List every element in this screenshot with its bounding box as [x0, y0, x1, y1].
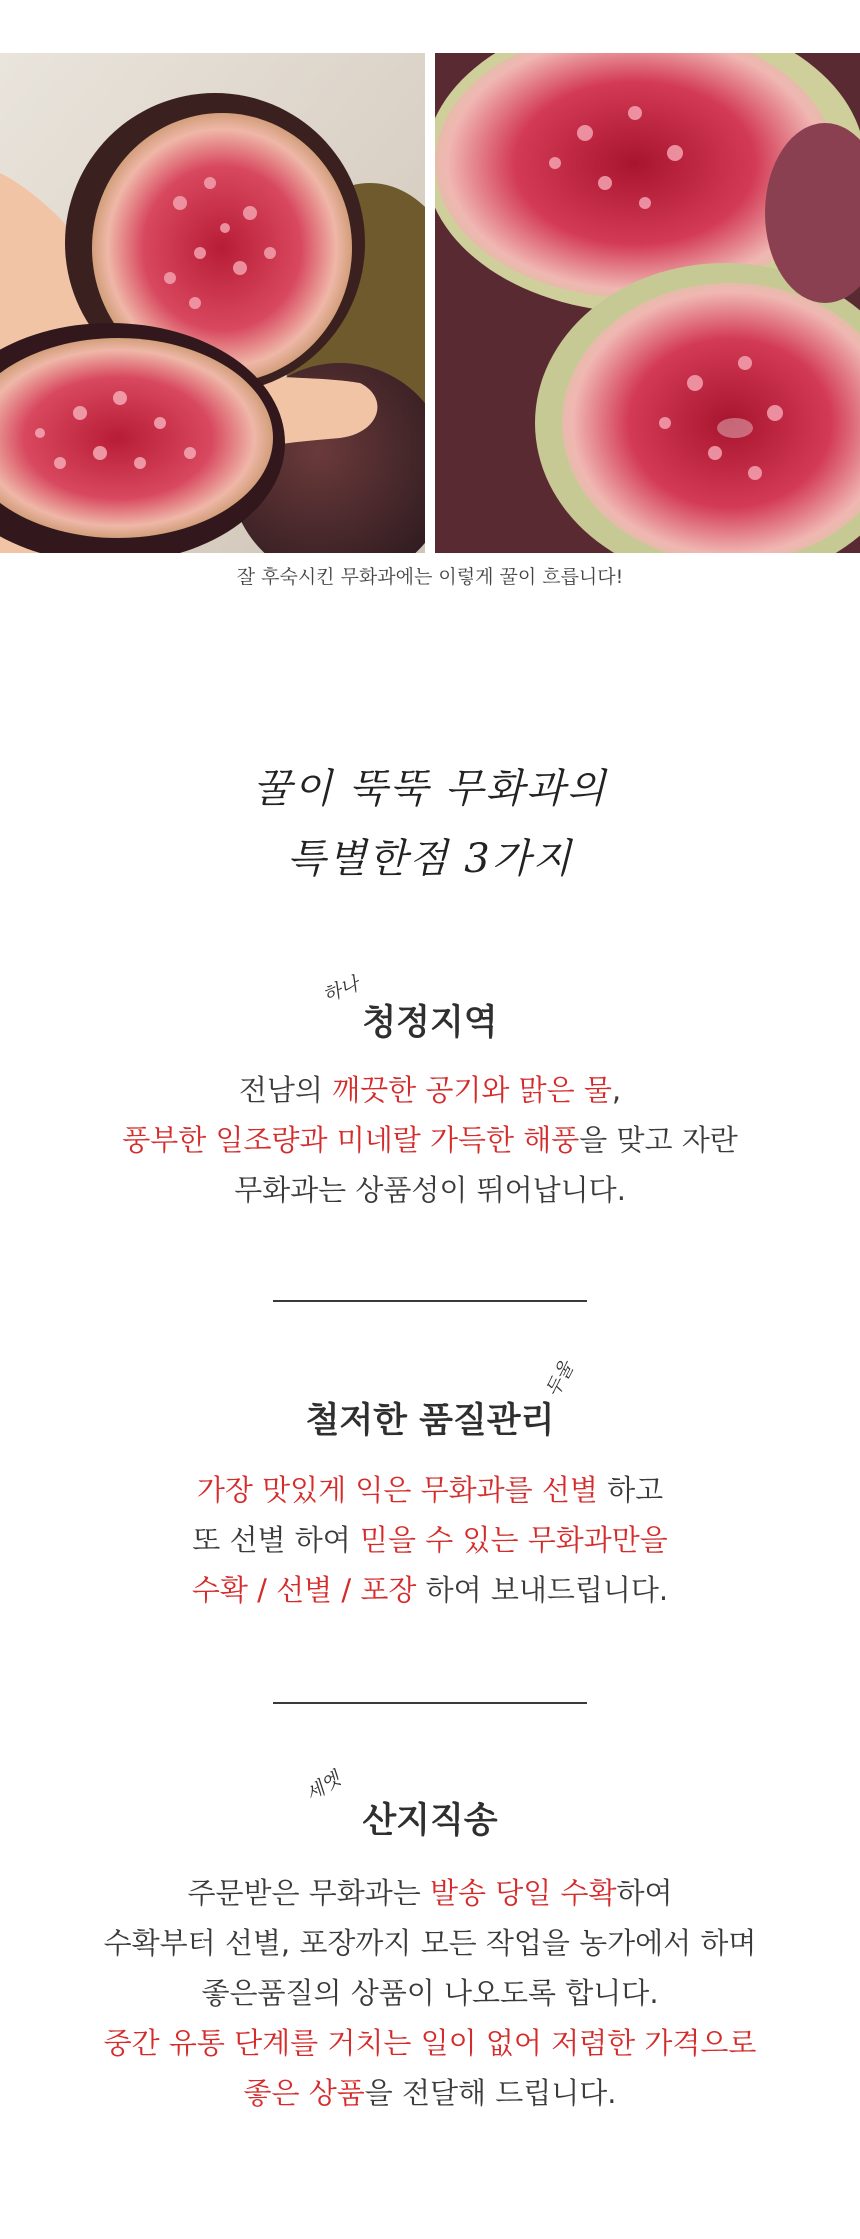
- body-text: 하고: [597, 1473, 664, 1507]
- highlight-text: 깨끗한 공기와 맑은 물: [332, 1073, 612, 1107]
- text-line: [0, 1115, 860, 1165]
- text-line: [0, 2018, 860, 2068]
- section-2-text: [0, 1465, 860, 1615]
- highlight-text: 수확 / 선별 / 포장: [191, 1573, 417, 1607]
- text-line: [0, 1868, 860, 1918]
- highlight-text: 좋은 상품: [243, 2076, 365, 2110]
- section-divider-2: [273, 1702, 587, 1704]
- section-3-tag: 세엣: [301, 1767, 345, 1806]
- body-text: 좋은품질의 상품이 나오도록 합니다.: [201, 1976, 659, 2010]
- text-line: [0, 1515, 860, 1565]
- highlight-text: 풍부한 일조량과 미네랄 가득한 해풍: [122, 1123, 580, 1157]
- body-text: 무화과는 상품성이 뛰어납니다.: [234, 1173, 626, 1207]
- body-text: 전남의: [238, 1073, 333, 1107]
- headline-line-1: 꿀이 뚝뚝 무화과의: [252, 766, 608, 812]
- highlight-text: 믿을 수 있는 무화과만을: [359, 1523, 668, 1557]
- section-1-tag: 하나: [319, 972, 363, 1007]
- section-1-text: [0, 1065, 860, 1215]
- text-line: [0, 2068, 860, 2118]
- headline-line-2: 특별한점 3가지: [286, 836, 573, 882]
- body-text: ,: [611, 1073, 622, 1107]
- body-text: 을 맞고 자란: [579, 1123, 738, 1157]
- text-line: [0, 1565, 860, 1615]
- text-line: [0, 1918, 860, 1968]
- section-2-tag: 두울: [541, 1357, 579, 1401]
- section-2-title: 철저한 품질관리: [305, 1401, 555, 1441]
- section-3-title: 산지직송: [362, 1801, 498, 1841]
- body-text: 하여: [616, 1876, 673, 1910]
- fig-photo-hand: [0, 53, 425, 553]
- text-line: [0, 1465, 860, 1515]
- highlight-text: 발송 당일 수확: [430, 1876, 617, 1910]
- photo-caption: 잘 후숙시킨 무화과에는 이렇게 꿀이 흐릅니다!: [236, 566, 624, 588]
- body-text: 하여 보내드립니다.: [416, 1573, 669, 1607]
- text-line: [0, 1065, 860, 1115]
- body-text: 을 전달해 드립니다.: [364, 2076, 617, 2110]
- fig-photos: [0, 53, 860, 553]
- fig-photo-closeup: [435, 53, 860, 553]
- body-text: 주문받은 무화과는: [187, 1876, 430, 1910]
- text-line: [0, 1165, 860, 1215]
- body-text: 또 선별 하여: [192, 1523, 360, 1557]
- section-1-title: 청정지역: [362, 1003, 498, 1043]
- body-text: 수확부터 선별, 포장까지 모든 작업을 농가에서 하며: [103, 1926, 757, 1960]
- section-3-text: [0, 1868, 860, 2118]
- highlight-text: 가장 맛있게 익은 무화과를 선별: [196, 1473, 598, 1507]
- section-divider-1: [273, 1300, 587, 1302]
- text-line: [0, 1968, 860, 2018]
- highlight-text: 중간 유통 단계를 거치는 일이 없어 저렴한 가격으로: [103, 2026, 757, 2060]
